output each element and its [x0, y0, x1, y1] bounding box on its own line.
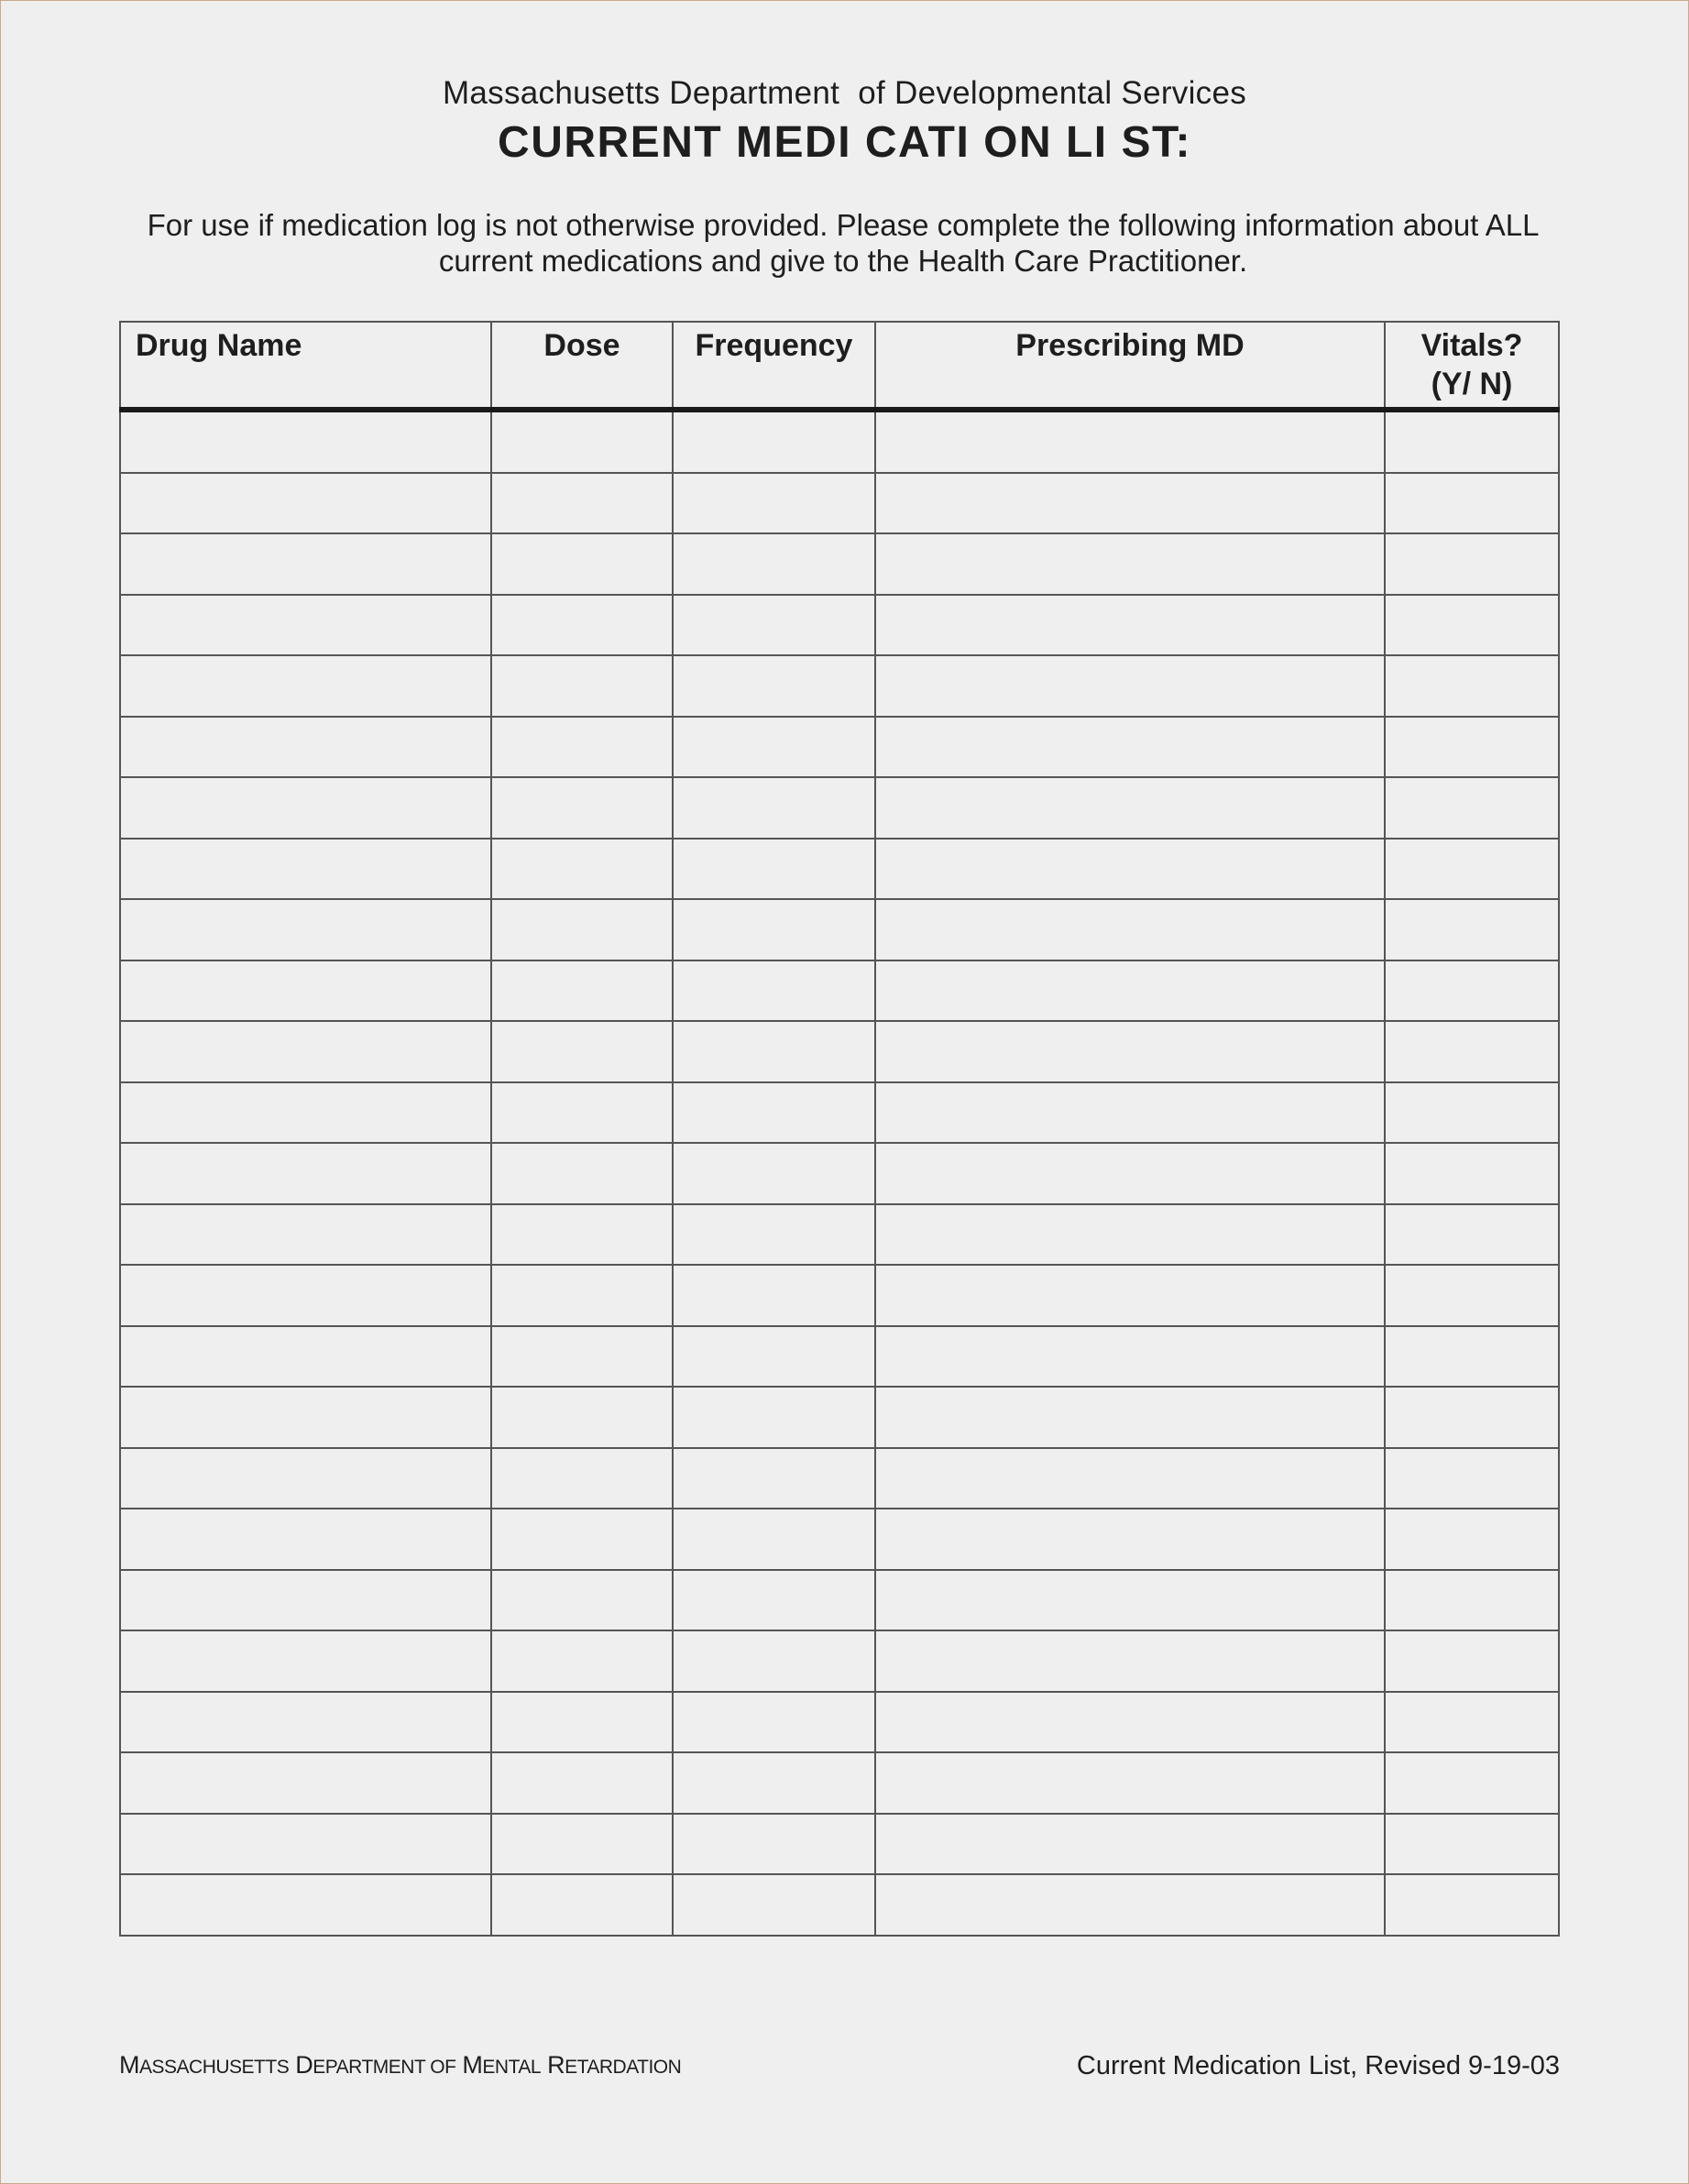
table-row: [120, 1509, 1559, 1570]
footer-department: MASSACHUSETTS DEPARTMENT OF MENTAL RETARDATION: [119, 2051, 682, 2079]
cell-frequency[interactable]: [673, 1692, 875, 1753]
table-row: [120, 1326, 1559, 1388]
cell-dose[interactable]: [491, 1692, 673, 1753]
cell-frequency[interactable]: [673, 1387, 875, 1448]
cell-dose[interactable]: [491, 1752, 673, 1814]
cell-vitals[interactable]: [1385, 1143, 1559, 1204]
cell-dose[interactable]: [491, 1509, 673, 1570]
cell-vitals[interactable]: [1385, 839, 1559, 900]
cell-frequency[interactable]: [673, 595, 875, 656]
table-row: [120, 410, 1559, 473]
cell-drug[interactable]: [120, 595, 491, 656]
cell-dose[interactable]: [491, 777, 673, 839]
cell-drug[interactable]: [120, 1570, 491, 1631]
cell-vitals[interactable]: [1385, 777, 1559, 839]
cell-prescriber[interactable]: [875, 839, 1385, 900]
cell-prescriber[interactable]: [875, 1143, 1385, 1204]
cell-vitals[interactable]: [1385, 717, 1559, 778]
cell-drug[interactable]: [120, 839, 491, 900]
cell-prescriber[interactable]: [875, 1021, 1385, 1082]
agency-name: Massachusetts Department of Developmental Services: [442, 75, 1247, 111]
table-row: [120, 1387, 1559, 1448]
cell-prescriber[interactable]: [875, 1326, 1385, 1388]
table-row: [120, 1570, 1559, 1631]
cell-frequency[interactable]: [673, 1448, 875, 1509]
cell-dose[interactable]: [491, 655, 673, 717]
cell-frequency[interactable]: [673, 899, 875, 960]
cell-frequency[interactable]: [673, 1630, 875, 1692]
table-row: [120, 1204, 1559, 1266]
cell-vitals[interactable]: [1385, 1752, 1559, 1814]
cell-frequency[interactable]: [673, 1752, 875, 1814]
table-row: [120, 960, 1559, 1022]
cell-drug[interactable]: [120, 1143, 491, 1204]
cell-drug[interactable]: [120, 777, 491, 839]
cell-vitals[interactable]: [1385, 1326, 1559, 1388]
column-header-dose: Dose: [491, 322, 673, 410]
cell-frequency[interactable]: [673, 1021, 875, 1082]
cell-prescriber[interactable]: [875, 1082, 1385, 1144]
cell-dose[interactable]: [491, 595, 673, 656]
cell-dose[interactable]: [491, 960, 673, 1022]
cell-vitals[interactable]: [1385, 1265, 1559, 1326]
cell-prescriber[interactable]: [875, 960, 1385, 1022]
cell-prescriber[interactable]: [875, 1874, 1385, 1936]
cell-prescriber[interactable]: [875, 410, 1385, 473]
cell-frequency[interactable]: [673, 777, 875, 839]
cell-drug[interactable]: [120, 655, 491, 717]
cell-frequency[interactable]: [673, 1874, 875, 1936]
cell-dose[interactable]: [491, 839, 673, 900]
cell-vitals[interactable]: [1385, 1021, 1559, 1082]
cell-vitals[interactable]: [1385, 960, 1559, 1022]
cell-frequency[interactable]: [673, 410, 875, 473]
cell-dose[interactable]: [491, 1082, 673, 1144]
table-header-row: [120, 322, 1559, 410]
cell-prescriber[interactable]: [875, 1265, 1385, 1326]
cell-prescriber[interactable]: [875, 655, 1385, 717]
cell-frequency[interactable]: [673, 1326, 875, 1388]
table-row: [120, 1448, 1559, 1509]
table-row: [120, 1692, 1559, 1753]
cell-drug[interactable]: [120, 717, 491, 778]
cell-drug[interactable]: [120, 1021, 491, 1082]
cell-prescriber[interactable]: [875, 1692, 1385, 1753]
cell-prescriber[interactable]: [875, 1204, 1385, 1266]
cell-drug[interactable]: [120, 473, 491, 534]
cell-dose[interactable]: [491, 1448, 673, 1509]
column-header-frequency: Frequency: [673, 322, 875, 410]
table-row: [120, 1874, 1559, 1936]
cell-frequency[interactable]: [673, 1570, 875, 1631]
cell-vitals[interactable]: [1385, 595, 1559, 656]
cell-frequency[interactable]: [673, 1082, 875, 1144]
cell-prescriber[interactable]: [875, 473, 1385, 534]
cell-drug[interactable]: [120, 1630, 491, 1692]
table-row: [120, 1082, 1559, 1144]
cell-vitals[interactable]: [1385, 1570, 1559, 1631]
table-row: [120, 899, 1559, 960]
cell-vitals[interactable]: [1385, 1814, 1559, 1875]
footer-revision: Current Medication List, Revised 9-19-03: [1076, 2051, 1560, 2080]
cell-frequency[interactable]: [673, 960, 875, 1022]
cell-drug[interactable]: [120, 1387, 491, 1448]
cell-dose[interactable]: [491, 1630, 673, 1692]
cell-prescriber[interactable]: [875, 1448, 1385, 1509]
cell-dose[interactable]: [491, 1387, 673, 1448]
cell-frequency[interactable]: [673, 1265, 875, 1326]
cell-dose[interactable]: [491, 410, 673, 473]
cell-vitals[interactable]: [1385, 473, 1559, 534]
table-row: [120, 655, 1559, 717]
cell-dose[interactable]: [491, 473, 673, 534]
cell-vitals[interactable]: [1385, 410, 1559, 473]
table-row: [120, 595, 1559, 656]
cell-drug[interactable]: [120, 1204, 491, 1266]
cell-drug[interactable]: [120, 1814, 491, 1875]
cell-drug[interactable]: [120, 1326, 491, 1388]
cell-vitals[interactable]: [1385, 655, 1559, 717]
instructions-line-1: For use if medication log is not otherwise provided. Please complete the following information about ALL: [147, 208, 1540, 242]
cell-prescriber[interactable]: [875, 1752, 1385, 1814]
cell-dose[interactable]: [491, 899, 673, 960]
cell-vitals[interactable]: [1385, 1874, 1559, 1936]
column-header-drug: Drug Name: [120, 322, 491, 410]
cell-drug[interactable]: [120, 1692, 491, 1753]
cell-dose[interactable]: [491, 1874, 673, 1936]
cell-dose[interactable]: [491, 1204, 673, 1266]
instructions-line-2: current medications and give to the Health Care Practitioner.: [438, 244, 1248, 278]
cell-prescriber[interactable]: [875, 595, 1385, 656]
cell-frequency[interactable]: [673, 839, 875, 900]
cell-frequency[interactable]: [673, 1143, 875, 1204]
cell-dose[interactable]: [491, 1326, 673, 1388]
table-row: [120, 533, 1559, 595]
cell-dose[interactable]: [491, 1143, 673, 1204]
cell-drug[interactable]: [120, 1265, 491, 1326]
cell-vitals[interactable]: [1385, 1082, 1559, 1144]
cell-dose[interactable]: [491, 533, 673, 595]
cell-dose[interactable]: [491, 1021, 673, 1082]
cell-prescriber[interactable]: [875, 533, 1385, 595]
column-header-vitals: Vitals? (Y/ N): [1385, 322, 1559, 410]
cell-drug[interactable]: [120, 533, 491, 595]
cell-vitals[interactable]: [1385, 1448, 1559, 1509]
cell-prescriber[interactable]: [875, 1630, 1385, 1692]
cell-prescriber[interactable]: [875, 899, 1385, 960]
cell-dose[interactable]: [491, 717, 673, 778]
form-title: CURRENT MEDI CATI ON LI ST:: [498, 118, 1191, 167]
cell-prescriber[interactable]: [875, 1570, 1385, 1631]
cell-vitals[interactable]: [1385, 1387, 1559, 1448]
cell-drug[interactable]: [120, 1752, 491, 1814]
column-header-prescriber: Prescribing MD: [875, 322, 1385, 410]
cell-drug[interactable]: [120, 960, 491, 1022]
cell-drug[interactable]: [120, 1509, 491, 1570]
cell-vitals[interactable]: [1385, 1509, 1559, 1570]
table-row: [120, 839, 1559, 900]
cell-vitals[interactable]: [1385, 1204, 1559, 1266]
cell-dose[interactable]: [491, 1265, 673, 1326]
cell-prescriber[interactable]: [875, 1387, 1385, 1448]
cell-prescriber[interactable]: [875, 1814, 1385, 1875]
cell-dose[interactable]: [491, 1814, 673, 1875]
table-row: [120, 1752, 1559, 1814]
cell-prescriber[interactable]: [875, 777, 1385, 839]
cell-vitals[interactable]: [1385, 1692, 1559, 1753]
cell-frequency[interactable]: [673, 473, 875, 534]
cell-frequency[interactable]: [673, 655, 875, 717]
table-row: [120, 1021, 1559, 1082]
table-row: [120, 1814, 1559, 1875]
table-row: [120, 1630, 1559, 1692]
cell-prescriber[interactable]: [875, 1509, 1385, 1570]
table-row: [120, 717, 1559, 778]
cell-frequency[interactable]: [673, 1204, 875, 1266]
cell-drug[interactable]: [120, 899, 491, 960]
form-instructions: [110, 207, 1576, 279]
cell-frequency[interactable]: [673, 717, 875, 778]
cell-drug[interactable]: [120, 1874, 491, 1936]
table-row: [120, 1265, 1559, 1326]
cell-vitals[interactable]: [1385, 533, 1559, 595]
table-body: [120, 410, 1559, 1936]
cell-frequency[interactable]: [673, 1814, 875, 1875]
cell-drug[interactable]: [120, 1082, 491, 1144]
table-row: [120, 473, 1559, 534]
cell-prescriber[interactable]: [875, 717, 1385, 778]
cell-vitals[interactable]: [1385, 1630, 1559, 1692]
table-row: [120, 777, 1559, 839]
cell-drug[interactable]: [120, 1448, 491, 1509]
cell-drug[interactable]: [120, 410, 491, 473]
medication-table: [119, 321, 1560, 1937]
cell-dose[interactable]: [491, 1570, 673, 1631]
table-row: [120, 1143, 1559, 1204]
cell-vitals[interactable]: [1385, 899, 1559, 960]
cell-frequency[interactable]: [673, 1509, 875, 1570]
cell-frequency[interactable]: [673, 533, 875, 595]
